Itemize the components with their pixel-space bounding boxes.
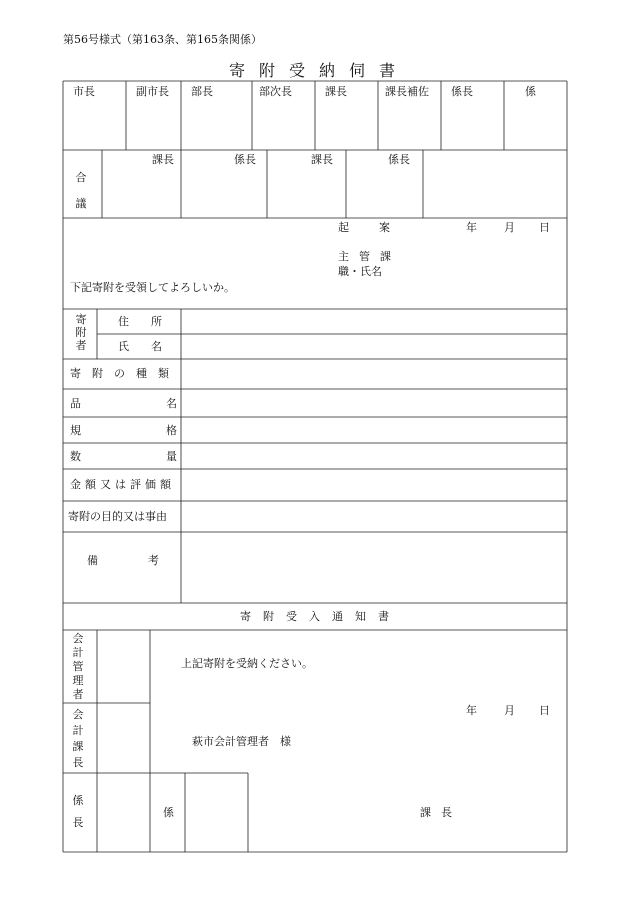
field-kind-label: 寄附の種類 [70,367,180,380]
notice-addressee: 萩市会計管理者 様 [192,735,291,748]
notice-staff-label: 係 [163,806,174,819]
notice-division-chief-label: 課長 [420,806,462,819]
field-purpose-label: 寄附の目的又は事由 [68,510,167,523]
notice-year: 年 [466,704,477,717]
approval-cell-director: 部長 [191,85,213,98]
consultation-label: 合 議 [75,171,87,210]
consultation-cell-4: 係長 [388,153,410,166]
approval-cell-section-chief: 課長 [325,85,347,98]
consultation-cell-2: 係長 [234,153,256,166]
field-item-label: 品名 [70,397,262,410]
consultation-cell-3: 課長 [311,153,333,166]
approval-cell-staff: 係 [525,85,536,98]
notice-subsection-chief-label: 係 長 [72,794,84,829]
draft-month: 月 [504,221,515,234]
donor-label: 寄 附 者 [75,313,87,352]
approval-cell-subsection-chief: 係長 [451,85,473,98]
draft-staff-label: 職・氏名 [338,265,382,278]
draft-request-text: 下記寄附を受領してよろしいか。 [70,281,235,294]
field-remarks-label: 備考 [87,554,209,567]
donor-name-label: 氏名 [118,340,184,353]
notice-month: 月 [504,704,515,717]
notice-accountant-label: 会 計 管 理 者 [72,632,84,701]
consultation-cell-1: 課長 [152,153,174,166]
draft-day: 日 [539,221,550,234]
approval-cell-deputy-mayor: 副市長 [136,85,169,98]
donor-address-label: 住所 [118,315,184,328]
notice-section-chief-label: 会 計 課 長 [72,708,84,769]
draft-dept-label: 主管課 [338,250,401,263]
draft-year: 年 [466,221,477,234]
field-quantity-label: 数量 [70,450,262,463]
field-spec-label: 規格 [70,424,262,437]
notice-message: 上記寄附を受納ください。 [181,657,313,670]
page-title: 寄附受納伺書 [229,61,410,80]
field-amount-label: 金額又は評価額 [70,478,175,491]
notice-day: 日 [539,704,550,717]
approval-cell-deputy-director: 部次長 [259,85,292,98]
form-number: 第56号様式（第163条、第165条関係） [63,33,262,46]
draft-date-label: 起案 [338,221,420,234]
approval-cell-mayor: 市長 [73,85,95,98]
approval-cell-assistant-chief: 課長補佐 [385,85,429,98]
notice-title: 寄附受入通知書 [240,610,401,623]
